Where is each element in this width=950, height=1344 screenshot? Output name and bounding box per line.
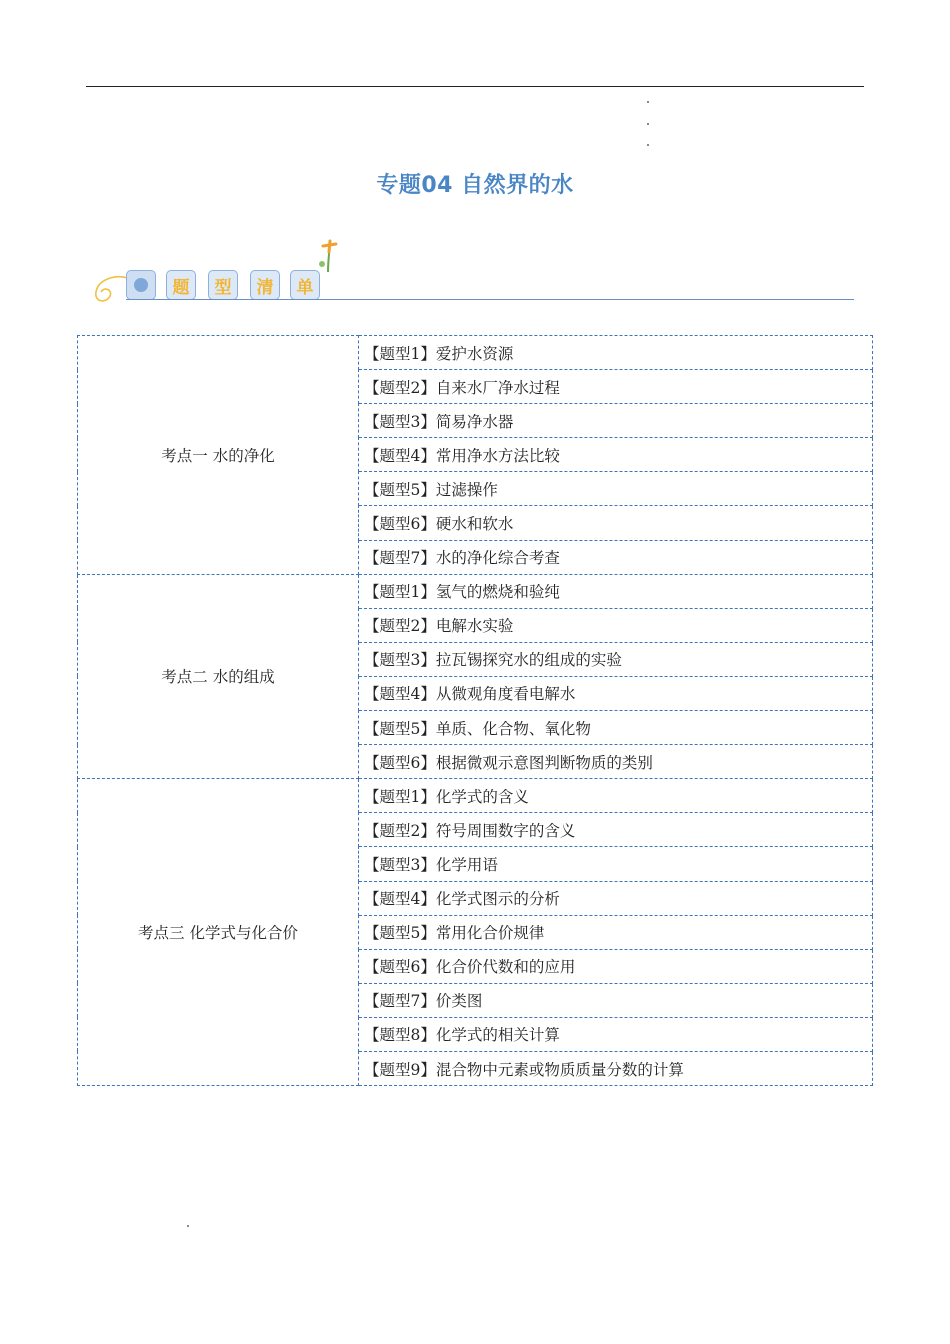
stray-mark — [647, 144, 649, 146]
question-type-item: 【题型7】水的净化综合考查 — [359, 540, 873, 574]
question-type-item: 【题型6】根据微观示意图判断物质的类别 — [359, 745, 873, 779]
question-type-item: 【题型3】简易净水器 — [359, 404, 873, 438]
topic-cell: 考点一 水的净化 — [78, 336, 359, 575]
topic-cell: 考点三 化学式与化合价 — [78, 779, 359, 1086]
banner-char-tile: 清 — [250, 270, 280, 300]
question-type-item: 【题型8】化学式的相关计算 — [359, 1017, 873, 1051]
circle-bullet-icon — [134, 278, 148, 292]
question-type-item: 【题型5】过滤操作 — [359, 472, 873, 506]
banner-bullet-tile — [126, 270, 156, 300]
question-type-item: 【题型5】单质、化合物、氧化物 — [359, 711, 873, 745]
question-type-item: 【题型1】爱护水资源 — [359, 336, 873, 370]
question-type-item: 【题型3】化学用语 — [359, 847, 873, 881]
question-type-item: 【题型4】常用净水方法比较 — [359, 438, 873, 472]
question-type-item: 【题型2】自来水厂净水过程 — [359, 370, 873, 404]
question-type-item: 【题型9】混合物中元素或物质质量分数的计算 — [359, 1051, 873, 1085]
topic-cell: 考点二 水的组成 — [78, 574, 359, 779]
question-type-item: 【题型2】符号周围数字的含义 — [359, 813, 873, 847]
stray-mark — [647, 123, 649, 125]
stray-mark — [187, 1225, 189, 1227]
banner-underline — [126, 299, 854, 300]
question-type-item: 【题型3】拉瓦锡探究水的组成的实验 — [359, 642, 873, 676]
question-type-item: 【题型2】电解水实验 — [359, 608, 873, 642]
question-type-item: 【题型5】常用化合价规律 — [359, 915, 873, 949]
section-banner — [88, 238, 858, 308]
banner-char-tile: 单 — [290, 270, 320, 300]
question-type-item: 【题型4】从微观角度看电解水 — [359, 676, 873, 710]
question-type-table-container — [77, 335, 873, 1086]
stray-mark — [647, 101, 649, 103]
page-title: 专题04 自然界的水 — [376, 173, 574, 198]
banner-char-tile: 题 — [166, 270, 196, 300]
question-type-item: 【题型6】硬水和软水 — [359, 506, 873, 540]
table-row — [78, 336, 873, 370]
table-row — [78, 574, 873, 608]
sprout-decoration-icon — [314, 238, 344, 274]
table-row — [78, 779, 873, 813]
question-type-item: 【题型7】价类图 — [359, 983, 873, 1017]
question-type-item: 【题型1】氢气的燃烧和验纯 — [359, 574, 873, 608]
question-type-table — [77, 335, 873, 1086]
question-type-item: 【题型1】化学式的含义 — [359, 779, 873, 813]
question-type-item: 【题型6】化合价代数和的应用 — [359, 949, 873, 983]
question-type-item: 【题型4】化学式图示的分析 — [359, 881, 873, 915]
banner-char-tile: 型 — [208, 270, 238, 300]
header-rule — [86, 86, 864, 87]
